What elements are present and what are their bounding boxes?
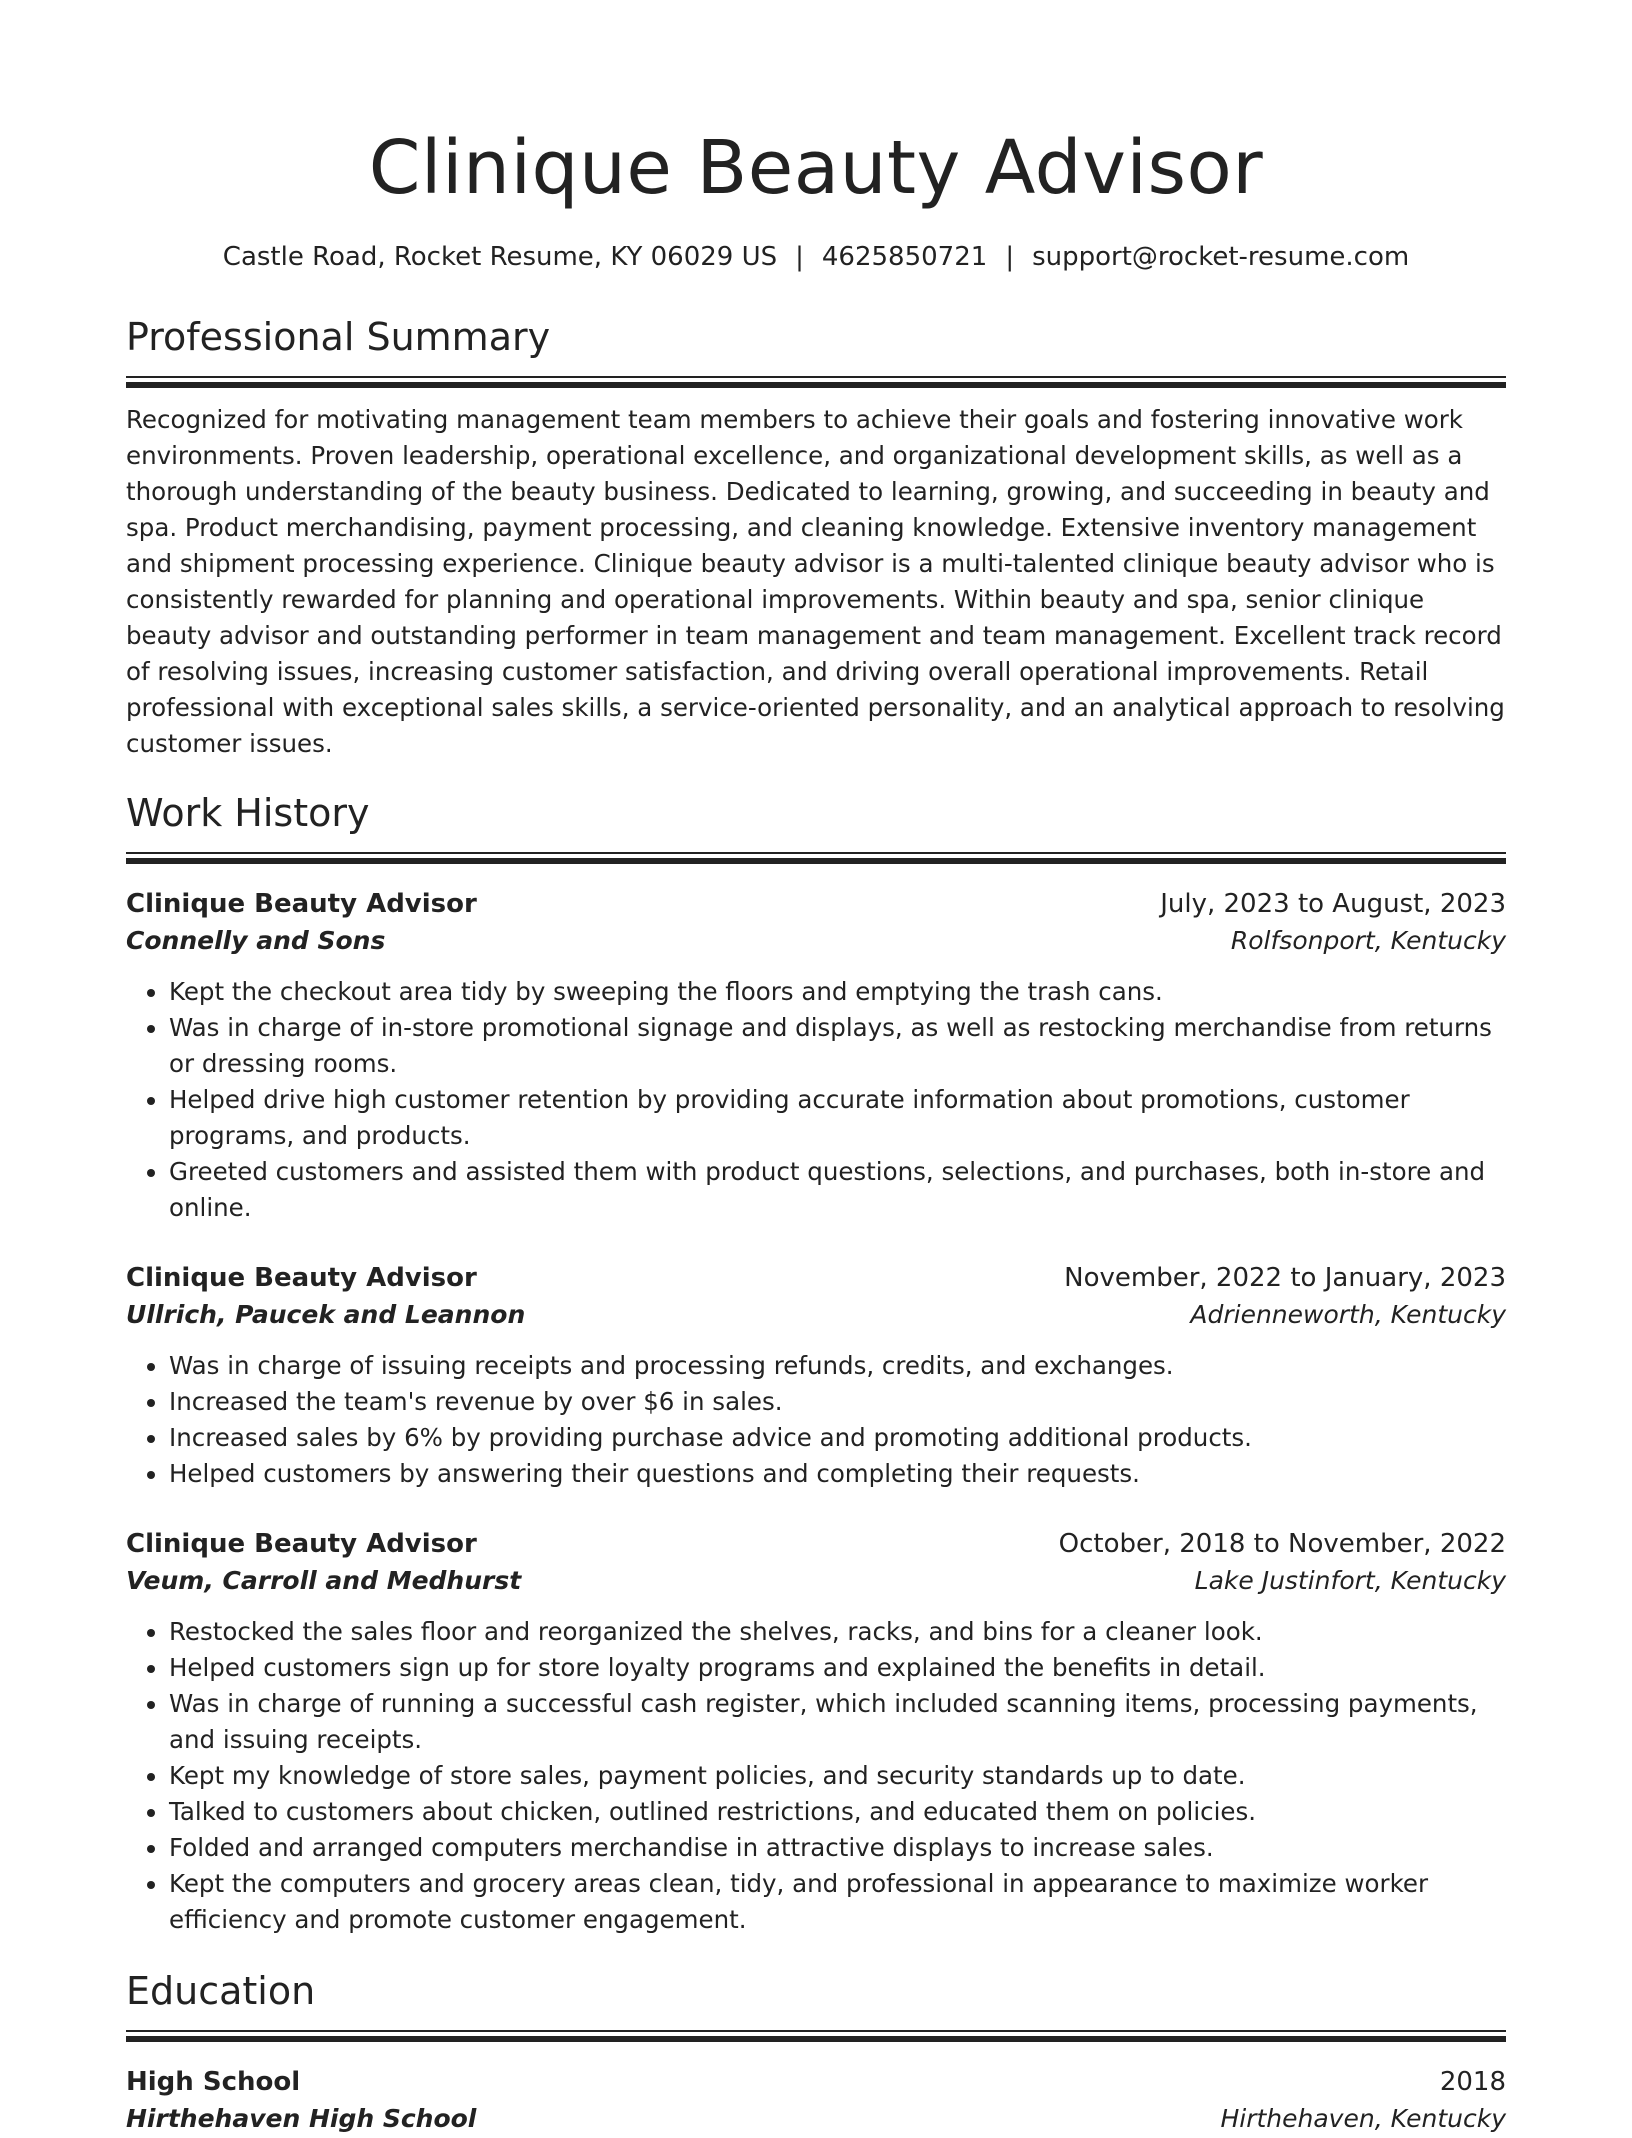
job-bullet: • Was in charge of issuing receipts and processing refunds, credits, and exchanges. bbox=[169, 1348, 1506, 1384]
education-school-row bbox=[126, 2100, 1506, 2138]
candidate-name: Clinique Beauty Advisor bbox=[368, 125, 1264, 211]
job-company-row bbox=[126, 1296, 1506, 1334]
professional-summary-section bbox=[126, 312, 1506, 762]
section-title-work: Work History bbox=[126, 791, 370, 835]
job-bullet: • Was in charge of running a successful cash register, which included scanning items, processing payments, and issuing receipts. bbox=[169, 1686, 1506, 1758]
job-title: Clinique Beauty Advisor bbox=[126, 1263, 477, 1293]
job-header-row bbox=[126, 1260, 1506, 1296]
education-entry bbox=[126, 2064, 1506, 2138]
section-divider bbox=[126, 376, 1506, 388]
job-location: Adrienneworth, Kentucky bbox=[1190, 1300, 1506, 1329]
job-header-row bbox=[126, 886, 1506, 922]
contact-separator: | bbox=[795, 242, 804, 272]
job-bullet: • Was in charge of in-store promotional signage and displays, as well as restocking merchandise from returns or dressing rooms. bbox=[169, 1010, 1506, 1082]
education-section bbox=[126, 1966, 1506, 2138]
job-bullets bbox=[126, 1348, 1506, 1492]
job-bullet: • Talked to customers about chicken, outlined restrictions, and educated them on policies. bbox=[169, 1794, 1506, 1830]
job-company: Ullrich, Paucek and Leannon bbox=[126, 1300, 526, 1329]
education-degree: High School bbox=[126, 2067, 301, 2097]
job-bullet: • Greeted customers and assisted them with product questions, selections, and purchases, both in-store and online. bbox=[169, 1154, 1506, 1226]
job-dates: November, 2022 to January, 2023 bbox=[1064, 1263, 1506, 1293]
education-school: Hirthehaven High School bbox=[126, 2104, 477, 2133]
job-title: Clinique Beauty Advisor bbox=[126, 889, 477, 919]
education-location: Hirthehaven, Kentucky bbox=[1220, 2104, 1506, 2133]
job-bullet: • Kept the computers and grocery areas clean, tidy, and professional in appearance to maximize worker efficiency and promote customer engagement. bbox=[169, 1866, 1506, 1938]
section-divider bbox=[126, 852, 1506, 864]
job-entry bbox=[126, 1526, 1506, 1938]
job-entry bbox=[126, 886, 1506, 1226]
job-header-row bbox=[126, 1526, 1506, 1562]
job-location: Rolfsonport, Kentucky bbox=[1230, 926, 1506, 955]
contact-line bbox=[126, 240, 1506, 274]
contact-separator: | bbox=[1005, 242, 1015, 272]
section-title-summary: Professional Summary bbox=[126, 315, 551, 359]
job-company-row bbox=[126, 922, 1506, 960]
job-company: Veum, Carroll and Medhurst bbox=[126, 1566, 522, 1595]
job-entry bbox=[126, 1260, 1506, 1492]
education-year: 2018 bbox=[1439, 2067, 1506, 2097]
job-bullets bbox=[126, 974, 1506, 1226]
job-bullet: • Helped customers by answering their questions and completing their requests. bbox=[169, 1456, 1506, 1492]
education-header-row bbox=[126, 2064, 1506, 2100]
job-bullet: • Folded and arranged computers merchandise in attractive displays to increase sales. bbox=[169, 1830, 1506, 1866]
job-location: Lake Justinfort, Kentucky bbox=[1194, 1566, 1506, 1595]
job-title: Clinique Beauty Advisor bbox=[126, 1529, 477, 1559]
contact-email: support@rocket-resume.com bbox=[1032, 242, 1410, 272]
job-bullet: • Increased sales by 6% by providing purchase advice and promoting additional products. bbox=[169, 1420, 1506, 1456]
job-bullet: • Kept the checkout area tidy by sweeping the floors and emptying the trash cans. bbox=[169, 974, 1506, 1010]
job-dates: July, 2023 to August, 2023 bbox=[1160, 889, 1506, 919]
job-bullet: • Restocked the sales floor and reorganized the shelves, racks, and bins for a cleaner look. bbox=[169, 1614, 1506, 1650]
work-history-section bbox=[126, 788, 1506, 1938]
job-bullet: • Kept my knowledge of store sales, payment policies, and security standards up to date. bbox=[169, 1758, 1506, 1794]
job-bullet: • Increased the team's revenue by over $6 in sales. bbox=[169, 1384, 1506, 1420]
contact-address: Castle Road, Rocket Resume, KY 06029 US bbox=[222, 242, 778, 272]
section-title-education: Education bbox=[126, 1969, 316, 2013]
job-bullet: • Helped customers sign up for store loyalty programs and explained the benefits in detail. bbox=[169, 1650, 1506, 1686]
section-divider bbox=[126, 2030, 1506, 2042]
job-bullet: • Helped drive high customer retention by providing accurate information about promotions, customer programs, and products. bbox=[169, 1082, 1506, 1154]
job-dates: October, 2018 to November, 2022 bbox=[1058, 1529, 1506, 1559]
job-company: Connelly and Sons bbox=[126, 926, 386, 955]
job-bullets bbox=[126, 1614, 1506, 1938]
job-company-row bbox=[126, 1562, 1506, 1600]
contact-phone: 4625850721 bbox=[821, 242, 988, 272]
summary-text: Recognized for motivating management team members to achieve their goals and fostering innovative work environments. Proven leadership, operational excellence, and organizational development skills, as well as a thorough understanding of the beauty business. Dedicated to learning, growing, and succeeding in beauty and spa. Product merchandising, payment processing, and cleaning knowledge. Extensive inventory management and shipment processing experience. Clinique beauty advisor is a multi-talented clinique beauty advisor who is consistently rewarded for planning and operational improvements. Within beauty and spa, senior clinique beauty advisor and outstanding performer in team management and team management. Excellent track record of resolving issues, increasing customer satisfaction, and driving overall operational improvements. Retail professional with exceptional sales skills, a service-oriented personality, and an analytical approach to resolving customer issues. bbox=[126, 405, 1505, 758]
